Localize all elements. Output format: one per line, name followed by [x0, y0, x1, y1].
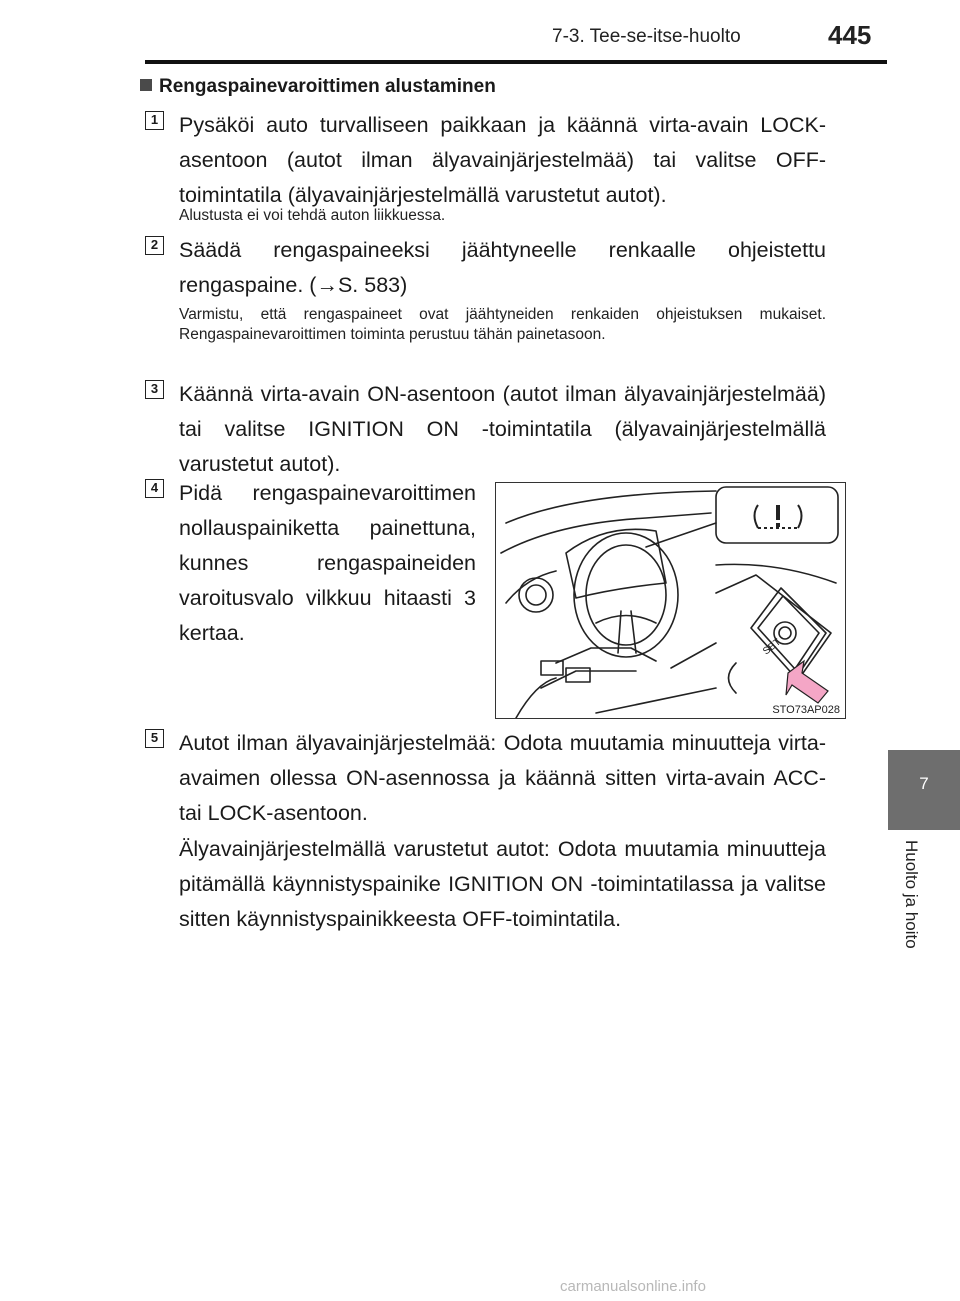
step-number-1: 1 [145, 111, 164, 130]
header-rule [145, 60, 887, 64]
set-button-label: SET [761, 636, 784, 658]
step-number-3: 3 [145, 380, 164, 399]
step-1-text: Pysäköi auto turvalliseen paikkaan ja käännä virta-avain LOCK-asentoon (autot ilman älyavainjärjestelmää) tai valitse OFF-toimintatila (älyavainjärjestelmällä varustetut autot). [179, 113, 826, 207]
step-1-note: Alustusta ei voi tehdä auton liikkuessa. [179, 207, 446, 224]
step-number-4: 4 [145, 479, 164, 498]
step-2-note: Varmistu, että rengaspaineet ovat jäähtyneiden renkaiden ohjeistuksen mukaiset. Rengaspainevaroittimen toiminta perustuu tähän painetasoon. [179, 306, 826, 343]
step-5-text-2: Älyavainjärjestelmällä varustetut autot: Odota muutamia minuutteja pitämällä käynnistyspainike IGNITION ON -toimintatilassa ja valitse sitten käynnistyspainikkeesta OFF-toimintatila. [179, 837, 826, 931]
watermark: carmanualsonline.info [560, 1278, 706, 1295]
chapter-tab [888, 750, 960, 830]
chapter-title-text: Huolto ja hoito [902, 840, 921, 949]
section-title [140, 76, 496, 98]
header-section-title: 7-3. Tee-se-itse-huolto [552, 26, 741, 47]
dashboard-illustration [495, 482, 846, 719]
section-title-text: Rengaspainevaroittimen alustaminen [159, 76, 496, 97]
page-number: 445 [828, 20, 872, 50]
dashboard-drawing [496, 483, 846, 719]
step-4-text: Pidä rengaspainevaroittimen nollauspainiketta painettuna, kunnes rengaspaineiden varoitusvalo vilkkuu hitaasti 3 kertaa. [179, 481, 476, 645]
chapter-number: 7 [919, 774, 929, 793]
step-2-text: Säädä rengaspaineeksi jäähtyneelle renkaalle ohjeistettu rengaspaine. (→S. 583) [179, 238, 826, 297]
step-3-text: Käännä virta-avain ON-asentoon (autot ilman älyavainjärjestelmää) tai valitse IGNITION ON -toimintatila (älyavainjärjestelmällä varustetut autot). [179, 382, 826, 476]
step-5-text: Autot ilman älyavainjärjestelmää: Odota muutamia minuutteja virta-avaimen ollessa ON-asennossa ja käännä sitten virta-avain ACC- tai LOCK-asentoon. [179, 731, 826, 825]
step-number-5: 5 [145, 729, 164, 748]
chapter-title [882, 840, 940, 980]
figure-code: STO73AP028 [772, 704, 840, 716]
square-bullet-icon [140, 79, 152, 91]
step-number-2: 2 [145, 236, 164, 255]
